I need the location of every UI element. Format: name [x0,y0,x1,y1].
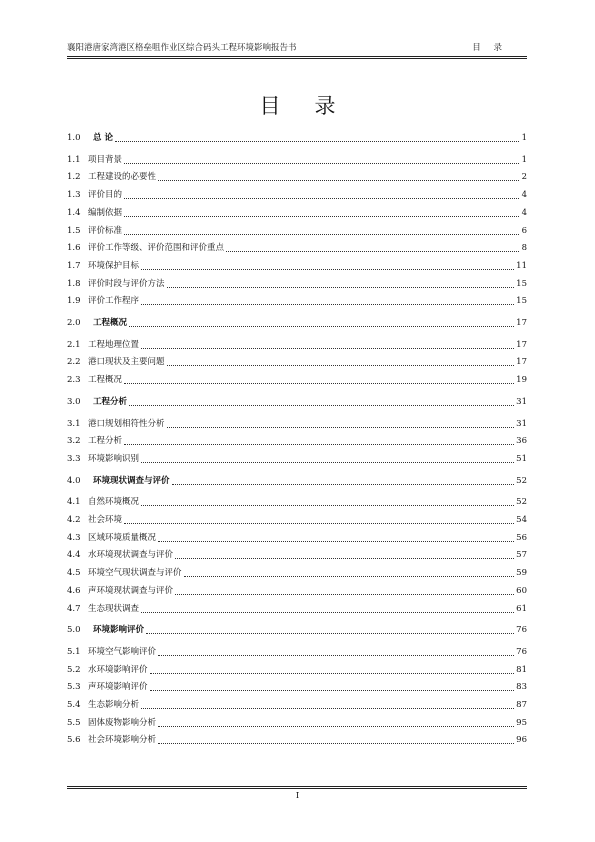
header-rule [67,56,527,57]
toc-entry-label: 环境空气现状调查与评价 [88,568,182,579]
toc-leader-dots [124,197,519,199]
toc-entry[interactable] [67,662,527,676]
toc-entry-number: 4.4 [67,550,81,561]
toc-entry-number: 5.3 [67,682,81,693]
toc-entry[interactable] [67,530,527,544]
toc-entry-label: 声环境现状调查与评价 [88,585,174,596]
toc-entry-label: 社会环境影响分析 [88,735,157,746]
toc-entry-number: 5.0 [67,625,81,636]
toc-entry-number: 3.0 [67,396,81,407]
toc-entry-number: 4.5 [67,568,81,579]
toc-leader-dots [129,404,514,406]
toc-entry-page: 4 [521,190,527,201]
toc-entry-number: 5.5 [67,717,81,728]
toc-entry-label: 工程建设的必要性 [88,172,157,183]
toc-leader-dots [124,443,514,445]
toc-entry-label: 环境影响识别 [88,453,140,464]
toc-leader-dots [141,707,514,709]
toc-entry-label: 区域环境质量概况 [88,532,157,543]
toc-entry[interactable] [67,276,527,290]
toc-leader-dots [158,725,514,727]
toc-entry-label: 水环境现状调查与评价 [88,550,174,561]
toc-entry[interactable] [67,416,527,430]
toc-entry-label: 工程概况 [93,318,128,328]
toc-entry-label: 评价时段与评价方法 [88,278,165,289]
header-rule-thin [67,58,527,59]
toc-entry[interactable] [67,583,527,597]
toc-entry-label: 评价工作等级、评价范围和评价重点 [88,243,225,254]
toc-entry[interactable] [67,601,527,615]
footer-rule-thin [67,786,527,787]
toc-leader-dots [158,540,514,542]
toc-entry-label: 环境现状调查与评价 [93,475,170,486]
toc-entry-number: 2.1 [67,339,81,350]
toc-entry-number: 2.2 [67,357,81,368]
toc-leader-dots [141,347,514,349]
toc-leader-dots [146,632,514,634]
toc-entry-number: 3.2 [67,436,81,447]
toc-leader-dots [167,364,515,366]
toc-entry[interactable] [67,240,527,254]
toc-entry-label: 水环境影响评价 [88,664,148,675]
toc-chapter-entry[interactable] [67,622,527,636]
toc-entry-number: 3.1 [67,418,81,429]
toc-entry[interactable] [67,293,527,307]
toc-entry[interactable] [67,187,527,201]
toc-entry[interactable] [67,205,527,219]
toc-entry-label: 声环境影响评价 [88,682,148,693]
toc-entry-label: 固体废物影响分析 [88,717,157,728]
toc-entry-number: 1.7 [67,260,81,271]
header-doc-title: 襄阳港唐家湾港区格垒咀作业区综合码头工程环境影响报告书 [67,43,297,53]
toc-entry-number: 1.8 [67,278,81,289]
toc-entry-page: 15 [516,296,527,307]
toc-entry[interactable] [67,732,527,746]
toc-leader-dots [124,522,514,524]
toc-leader-dots [167,286,515,288]
toc-entry[interactable] [67,223,527,237]
running-header [67,41,527,55]
toc-entry-page: 1 [521,154,527,165]
toc-entry-label: 港口现状及主要问题 [88,357,165,368]
toc-entry-label: 工程分析 [88,436,123,447]
toc-entry-number: 1.5 [67,225,81,236]
toc-entry-page: 4 [521,207,527,218]
toc-entry-number: 4.7 [67,603,81,614]
toc-entry-page: 36 [516,436,527,447]
toc-entry[interactable] [67,152,527,166]
toc-entry-number: 1.0 [67,133,81,143]
toc-leader-dots [175,557,514,559]
toc-chapter-entry[interactable] [67,394,527,408]
toc-leader-dots [129,325,514,327]
toc-entry-number: 2.0 [67,318,81,328]
toc-entry-label: 项目背景 [88,154,123,165]
toc-entry[interactable] [67,512,527,526]
page-title: 目录 [259,94,370,118]
toc-entry[interactable] [67,715,527,729]
toc-entry-page: 60 [516,585,527,596]
toc-entry-number: 1.6 [67,243,81,254]
toc-leader-dots [141,611,514,613]
toc-leader-dots [226,250,519,252]
toc-entry[interactable] [67,644,527,658]
toc-entry-number: 4.2 [67,515,81,525]
toc-entry-number: 5.2 [67,664,81,675]
toc-leader-dots [150,689,515,691]
toc-entry-label: 评价标准 [88,225,123,236]
toc-entry-label: 编制依据 [88,207,123,218]
toc-entry-label: 总 论 [93,133,113,143]
toc-entry-page: 17 [516,339,527,350]
toc-entry-label: 评价目的 [88,190,123,201]
toc-entry[interactable] [67,451,527,465]
toc-entry-page: 96 [516,735,527,746]
toc-entry-page: 56 [516,532,527,543]
toc-entry[interactable] [67,565,527,579]
toc-entry-page: 61 [516,603,527,614]
toc-chapter-entry[interactable] [67,130,527,144]
toc-entry-number: 5.6 [67,735,81,746]
toc-entry-page: 59 [516,568,527,579]
toc-entry-page: 2 [521,172,527,183]
toc-leader-dots [124,215,519,217]
toc-leader-dots [158,654,514,656]
toc-entry-page: 52 [516,475,527,486]
toc-entry-label: 社会环境 [88,515,123,525]
toc-entry[interactable] [67,258,527,272]
toc-entry-label: 评价工作程序 [88,296,140,307]
toc-entry-page: 81 [516,664,527,675]
toc-leader-dots [124,233,519,235]
toc-leader-dots [158,179,519,181]
toc-leader-dots [124,162,519,164]
toc-entry-number: 1.4 [67,207,81,218]
toc-leader-dots [141,504,514,506]
toc-entry-number: 4.1 [67,497,81,508]
toc-entry-number: 4.0 [67,475,81,486]
toc-entry[interactable] [67,494,527,508]
toc-entry-label: 环境影响评价 [93,625,145,636]
toc-entry-page: 52 [516,497,527,508]
toc-leader-dots [141,268,514,270]
toc-entry-page: 54 [516,515,527,525]
toc-entry-page: 31 [516,396,527,407]
toc-entry-label: 生态影响分析 [88,700,140,710]
toc-leader-dots [141,461,514,463]
toc-entry-page: 17 [516,357,527,368]
toc-entry[interactable] [67,169,527,183]
toc-leader-dots [115,140,519,142]
toc-leader-dots [158,742,514,744]
toc-entry-number: 1.3 [67,190,81,201]
toc-entry[interactable] [67,679,527,693]
toc-entry-label: 环境保护目标 [88,260,140,271]
toc-leader-dots [141,303,514,305]
toc-leader-dots [184,575,515,577]
toc-leader-dots [167,426,515,428]
header-section-label: 目 录 [472,43,507,53]
toc-entry-number: 1.1 [67,154,81,165]
toc-entry-number: 1.2 [67,172,81,183]
toc-entry-label: 工程分析 [93,396,128,407]
toc-entry-page: 87 [516,700,527,710]
toc-entry[interactable] [67,433,527,447]
toc-entry-page: 15 [516,278,527,289]
toc-entry[interactable] [67,337,527,351]
toc-entry-page: 76 [516,625,527,636]
toc-entry-number: 3.3 [67,453,81,464]
toc-entry-page: 57 [516,550,527,561]
toc-entry-page: 11 [516,260,527,271]
toc-entry-number: 4.6 [67,585,81,596]
toc-entry-number: 5.1 [67,646,81,657]
toc-entry-label: 环境空气影响评价 [88,646,157,657]
toc-leader-dots [175,593,514,595]
toc-entry-number: 2.3 [67,375,81,386]
toc-entry[interactable] [67,354,527,368]
toc-entry-number: 4.3 [67,532,81,543]
toc-entry-page: 95 [516,717,527,728]
toc-entry-number: 1.9 [67,296,81,307]
toc-leader-dots [172,483,515,485]
toc-entry-page: 19 [516,375,527,386]
toc-entry-label: 自然环境概况 [88,497,140,508]
toc-entry-page: 6 [521,225,527,236]
toc-chapter-entry[interactable] [67,473,527,487]
toc-entry[interactable] [67,697,527,711]
toc-entry-page: 83 [516,682,527,693]
toc-entry-number: 5.4 [67,700,81,710]
toc-entry-page: 17 [516,318,527,328]
toc-entry-page: 76 [516,646,527,657]
toc-leader-dots [150,672,515,674]
toc-entry-page: 51 [516,453,527,464]
toc-entry-page: 31 [516,418,527,429]
toc-entry-label: 工程概况 [88,375,123,386]
toc-entry[interactable] [67,547,527,561]
toc-entry[interactable] [67,372,527,386]
toc-entry-label: 工程地理位置 [88,339,140,350]
toc-entry-page: 8 [521,243,527,254]
footer-page-number: I [295,791,300,801]
footer-rule [67,788,527,789]
toc-entry-label: 生态现状调查 [88,603,140,614]
toc-entry-page: 1 [521,133,527,143]
toc-leader-dots [124,382,514,384]
toc-chapter-entry[interactable] [67,315,527,329]
toc-entry-label: 港口规划相符性分析 [88,418,165,429]
